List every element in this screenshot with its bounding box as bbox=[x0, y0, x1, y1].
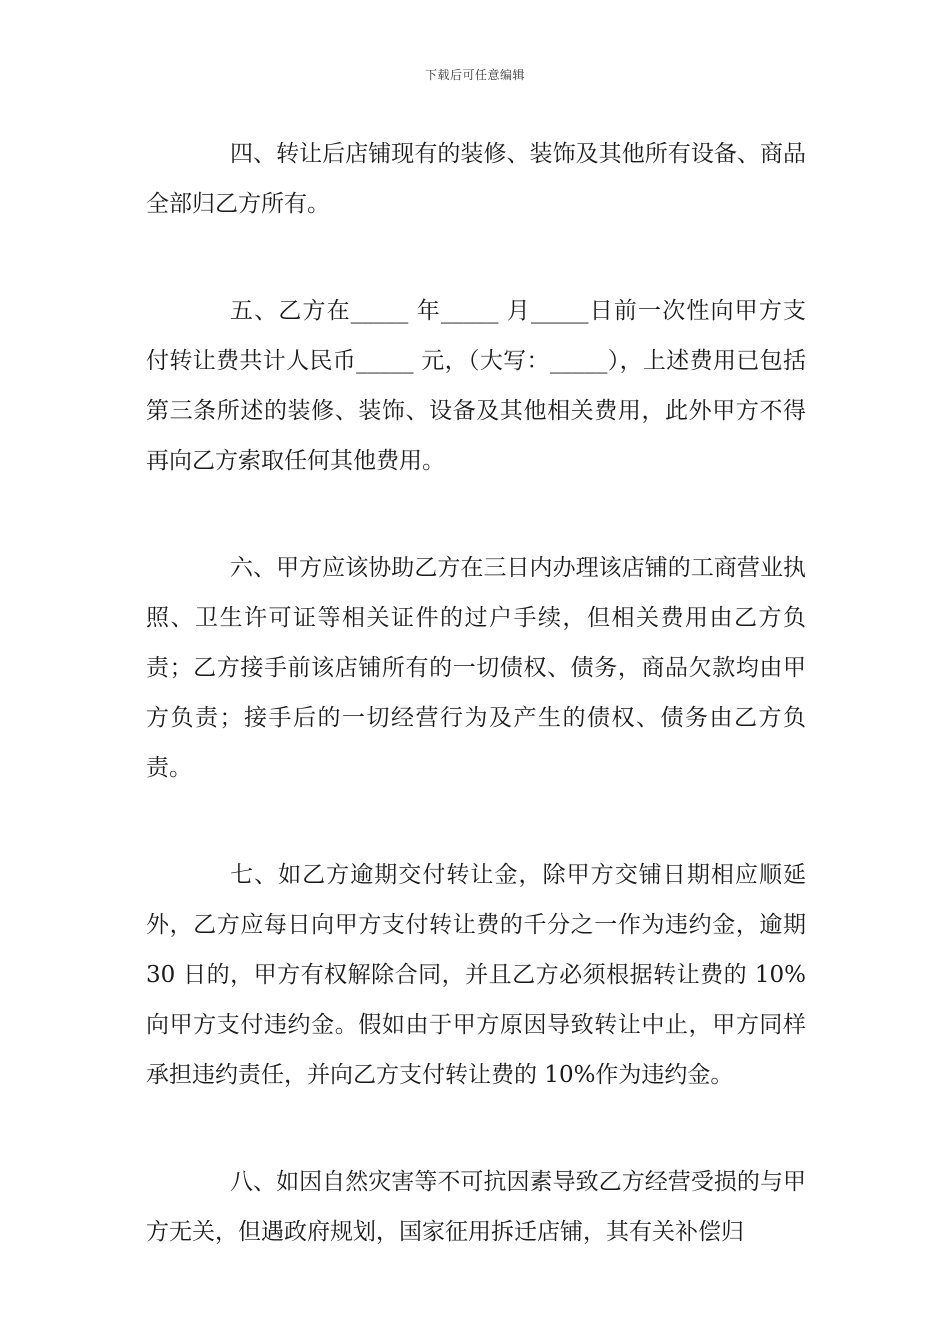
document-body bbox=[146, 129, 806, 1257]
clause-5-paragraph: 五、乙方在_____ 年_____ 月_____日前一次性向甲方支付转让费共计人民币_____ 元，（大写：_____），上述费用已包括第三条所述的装修、装饰、设备及其他相关费用，此外甲方不得再向乙方索取任何其他费用。 bbox=[146, 298, 806, 474]
clause-6-paragraph: 六、甲方应该协助乙方在三日内办理该店铺的工商营业执照、卫生许可证等相关证件的过户手续，但相关费用由乙方负责；乙方接手前该店铺所有的一切债权、债务，商品欠款均由甲方负责；接手后的一切经营行为及产生的债权、债务由乙方负责。 bbox=[146, 555, 806, 781]
clause-4-paragraph: 四、转让后店铺现有的装修、装饰及其他所有设备、商品全部归乙方所有。 bbox=[146, 141, 806, 217]
clause-7-paragraph: 七、如乙方逾期交付转让金，除甲方交铺日期相应顺延外，乙方应每日向甲方支付转让费的千分之一作为违约金，逾期 30 日的，甲方有权解除合同，并且乙方必须根据转让费的 10%向甲方支付违约金。假如由于甲方原因导致转让中止，甲方同样承担违约责任，并向乙方支付转让费的 10%作为违约金。 bbox=[146, 862, 806, 1088]
page-header: 下载后可任意编辑 bbox=[424, 68, 525, 82]
clause-8-paragraph: 八、如因自然灾害等不可抗因素导致乙方经营受损的与甲方无关，但遇政府规划，国家征用拆迁店铺，其有关补偿归 bbox=[146, 1169, 806, 1245]
